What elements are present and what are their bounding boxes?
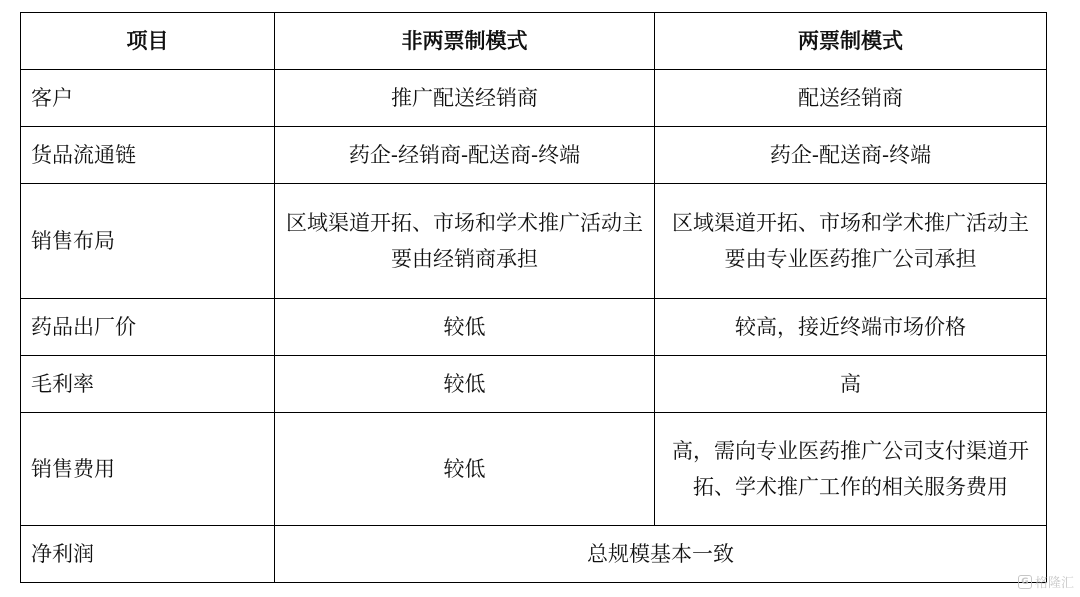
row-label: 客户 [21, 70, 275, 127]
cell-two-ticket: 高，需向专业医药推广公司支付渠道开拓、学术推广工作的相关服务费用 [655, 413, 1047, 526]
watermark [1018, 572, 1074, 591]
gelonghui-logo-icon: G [1018, 575, 1032, 589]
table-row [21, 70, 1047, 127]
cell-merged: 总规模基本一致 [275, 526, 1047, 583]
row-label: 销售布局 [21, 184, 275, 299]
cell-non-two-ticket: 较低 [275, 413, 655, 526]
table-row [21, 526, 1047, 583]
cell-two-ticket: 较高，接近终端市场价格 [655, 299, 1047, 356]
cell-two-ticket: 区域渠道开拓、市场和学术推广活动主要由专业医药推广公司承担 [655, 184, 1047, 299]
cell-non-two-ticket: 区域渠道开拓、市场和学术推广活动主要由经销商承担 [275, 184, 655, 299]
comparison-table [20, 12, 1047, 583]
header-two-ticket: 两票制模式 [655, 13, 1047, 70]
row-label: 净利润 [21, 526, 275, 583]
cell-two-ticket: 高 [655, 356, 1047, 413]
row-label: 货品流通链 [21, 127, 275, 184]
table-row [21, 127, 1047, 184]
row-label: 销售费用 [21, 413, 275, 526]
cell-non-two-ticket: 较低 [275, 299, 655, 356]
cell-non-two-ticket: 较低 [275, 356, 655, 413]
row-label: 毛利率 [21, 356, 275, 413]
cell-non-two-ticket: 药企-经销商-配送商-终端 [275, 127, 655, 184]
table-row [21, 299, 1047, 356]
watermark-text: 格隆汇 [1034, 576, 1074, 591]
header-non-two-ticket: 非两票制模式 [275, 13, 655, 70]
cell-two-ticket: 药企-配送商-终端 [655, 127, 1047, 184]
row-label: 药品出厂价 [21, 299, 275, 356]
cell-non-two-ticket: 推广配送经销商 [275, 70, 655, 127]
table-header-row [21, 13, 1047, 70]
table-row [21, 413, 1047, 526]
cell-two-ticket: 配送经销商 [655, 70, 1047, 127]
table-row [21, 184, 1047, 299]
table-row [21, 356, 1047, 413]
header-item: 项目 [21, 13, 275, 70]
